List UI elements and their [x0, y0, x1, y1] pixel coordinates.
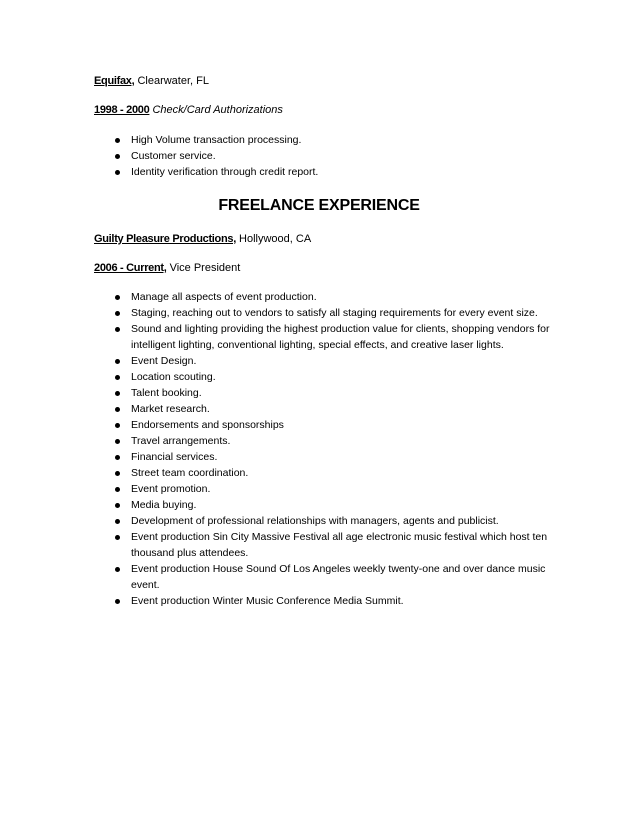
list-item-text: Travel arrangements.: [131, 435, 231, 447]
bullet-icon: [115, 138, 120, 143]
bullet-icon: [115, 311, 120, 316]
list-item: [0, 449, 551, 465]
bullet-icon: [115, 439, 120, 444]
list-item-text: Location scouting.: [131, 371, 216, 383]
equifax-dates: 1998 - 2000: [94, 104, 150, 116]
equifax-role: Check/Card Authorizations: [149, 104, 283, 116]
bullet-icon: [115, 455, 120, 460]
list-item-text: Endorsements and sponsorships: [131, 419, 284, 431]
bullet-icon: [115, 423, 120, 428]
list-item-text: Identity verification through credit report.: [131, 166, 319, 178]
list-item-text: Street team coordination.: [131, 467, 249, 479]
bullet-icon: [115, 154, 120, 159]
list-item-text: High Volume transaction processing.: [131, 134, 302, 146]
equifax-employer-name: Equifax,: [94, 75, 135, 87]
equifax-employer-line: [94, 74, 209, 88]
bullet-icon: [115, 295, 120, 300]
list-item-text: Event Design.: [131, 355, 197, 367]
list-item: [0, 305, 551, 321]
list-item-text: Talent booking.: [131, 387, 202, 399]
list-item-text: Event production Winter Music Conference Media Summit.: [131, 595, 404, 607]
list-item-text: Market research.: [131, 403, 210, 415]
guilty-employer-line: [94, 232, 311, 246]
guilty-role: Vice President: [166, 262, 241, 274]
bullet-icon: [115, 375, 120, 380]
list-item-text: Sound and lighting providing the highest production value for clients, shopping vendors for intelligent lighting, conventional lighting, special effects, and creative laser lights.: [131, 323, 550, 351]
bullet-icon: [115, 567, 120, 572]
guilty-location: Hollywood, CA: [235, 233, 312, 245]
guilty-employer-name: Guilty Pleasure Productions,: [94, 233, 236, 245]
equifax-role-line: [94, 103, 283, 117]
list-item: [0, 164, 551, 180]
list-item-text: Staging, reaching out to vendors to satisfy all staging requirements for every event size.: [131, 307, 538, 319]
guilty-role-line: [94, 261, 240, 275]
equifax-duties-list: [0, 132, 551, 180]
list-item: [0, 481, 551, 497]
list-item: [0, 132, 551, 148]
list-item-text: Event production House Sound Of Los Angeles weekly twenty-one and over dance music event.: [131, 563, 546, 591]
bullet-icon: [115, 359, 120, 364]
bullet-icon: [115, 519, 120, 524]
bullet-icon: [115, 471, 120, 476]
list-item: [0, 385, 551, 401]
list-item: [0, 529, 551, 561]
list-item: [0, 369, 551, 385]
bullet-icon: [115, 599, 120, 604]
list-item-text: Financial services.: [131, 451, 218, 463]
list-item: [0, 353, 551, 369]
list-item: [0, 513, 551, 529]
list-item: [0, 401, 551, 417]
list-item: [0, 465, 551, 481]
list-item-text: Manage all aspects of event production.: [131, 291, 317, 303]
list-item: [0, 289, 551, 305]
list-item: [0, 321, 551, 353]
bullet-icon: [115, 407, 120, 412]
list-item-text: Development of professional relationships with managers, agents and publicist.: [131, 515, 499, 527]
list-item: [0, 148, 551, 164]
bullet-icon: [115, 391, 120, 396]
bullet-icon: [115, 327, 120, 332]
equifax-location: Clearwater, FL: [134, 75, 209, 87]
list-item-text: Event production Sin City Massive Festival all age electronic music festival which host ten thousand plus attendees.: [131, 531, 548, 559]
list-item: [0, 593, 551, 609]
list-item-text: Media buying.: [131, 499, 197, 511]
list-item: [0, 433, 551, 449]
list-item-text: Customer service.: [131, 150, 216, 162]
bullet-icon: [115, 487, 120, 492]
guilty-dates: 2006 - Current,: [94, 262, 167, 274]
bullet-icon: [115, 170, 120, 175]
list-item: [0, 497, 551, 513]
guilty-duties-list: [0, 289, 551, 609]
list-item: [0, 561, 551, 593]
bullet-icon: [115, 503, 120, 508]
list-item-text: Event promotion.: [131, 483, 211, 495]
list-item: [0, 417, 551, 433]
bullet-icon: [115, 535, 120, 540]
section-title: FREELANCE EXPERIENCE: [218, 197, 420, 214]
